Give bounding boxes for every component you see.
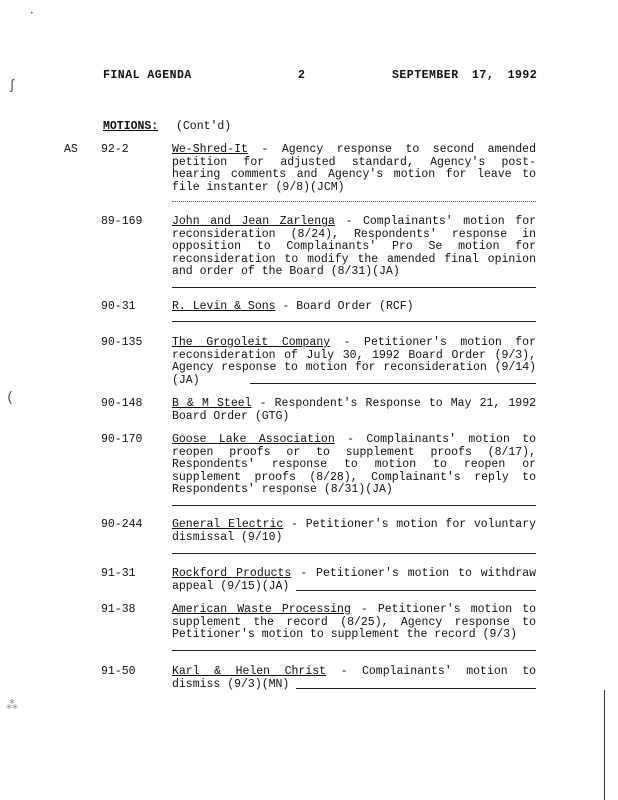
case-number: 90-170 bbox=[101, 433, 143, 446]
agenda-title: FINAL AGENDA bbox=[103, 69, 192, 82]
entry-description: - Agency response to second amended petition for adjusted standard, Agency's post-hearing comments and Agency's motion for leave to file instanter (9/8)(JCM) bbox=[172, 143, 536, 194]
case-number: 90-244 bbox=[101, 518, 143, 531]
entry-text bbox=[172, 519, 536, 544]
case-number: 91-38 bbox=[101, 603, 136, 616]
separator-rule bbox=[296, 688, 536, 689]
party-name: We-Shred-It bbox=[172, 143, 248, 156]
separator-rule bbox=[172, 321, 536, 322]
section-continued: (Cont'd) bbox=[176, 120, 232, 133]
binding-mark: ⁂ bbox=[6, 699, 18, 713]
binding-mark: • bbox=[30, 10, 34, 17]
party-name: John and Jean Zarlenga bbox=[172, 215, 335, 228]
entry-description: - Complainants' motion for reconsideration (8/24), Respondents' response in opposition to Complainants' Pro Se motion for reconsideration to modify the amended final opinion and order of the Board (8/31)(JA) bbox=[172, 215, 536, 278]
entry-description: - Petitioner's motion for reconsideration of July 30, 1992 Board Order (9/3), Agency response to motion for reconsideration (9/14)(JA) bbox=[172, 336, 536, 387]
entry-description: - Petitioner's motion for voluntary dismissal (9/10) bbox=[172, 518, 536, 544]
entry-text bbox=[172, 604, 536, 642]
separator-rule bbox=[172, 553, 536, 554]
separator-rule bbox=[172, 201, 536, 202]
separator-rule bbox=[296, 590, 536, 591]
party-name: Rockford Products bbox=[172, 567, 292, 580]
case-number: 91-31 bbox=[101, 567, 136, 580]
binding-mark: ʃ bbox=[8, 78, 17, 94]
page-edge-line bbox=[604, 690, 605, 800]
binding-mark: ( bbox=[6, 390, 15, 406]
section-label: MOTIONS: bbox=[103, 120, 159, 133]
agenda-date: SEPTEMBER 17, 1992 bbox=[392, 69, 538, 82]
party-name: American Waste Processing bbox=[172, 603, 351, 616]
agenda-code: AS bbox=[64, 143, 78, 156]
case-number: 92-2 bbox=[101, 143, 129, 156]
separator-rule bbox=[172, 505, 536, 506]
entry-description: - Board Order (RCF) bbox=[275, 300, 414, 313]
party-name: Karl & Helen Christ bbox=[172, 665, 327, 678]
entry-description: - Complainants' motion to reopen proofs or to supplement proofs (8/17), Respondents' response to motion to reopen or supplement proofs (8/28), Complainant's reply to Respondents' response (8/31)(JA) bbox=[172, 433, 537, 496]
separator-rule bbox=[250, 383, 536, 384]
case-number: 91-50 bbox=[101, 665, 136, 678]
case-number: 90-148 bbox=[101, 397, 143, 410]
entry-text bbox=[172, 398, 536, 423]
entry-description: - Petitioner's motion to withdraw appeal (9/15)(JA) bbox=[172, 567, 536, 593]
separator-rule bbox=[172, 287, 536, 288]
party-name: The Grogoleit Company bbox=[172, 336, 331, 349]
case-number: 89-169 bbox=[101, 215, 143, 228]
page-number: 2 bbox=[298, 69, 306, 82]
entry-description: - Petitioner's motion to supplement the record (8/25), Agency response to Petitioner's motion to supplement the record (9/3) bbox=[172, 603, 536, 641]
entry-text bbox=[172, 216, 536, 279]
entry-text bbox=[172, 301, 536, 314]
party-name: Goose Lake Association bbox=[172, 433, 335, 446]
entry-description: - Respondent's Response to May 21, 1992 Board Order (GTG) bbox=[172, 397, 536, 423]
party-name: General Electric bbox=[172, 518, 284, 531]
entry-text bbox=[172, 337, 536, 387]
party-name: B & M Steel bbox=[172, 397, 252, 410]
case-number: 90-135 bbox=[101, 336, 143, 349]
entry-text bbox=[172, 144, 536, 194]
entry-text bbox=[172, 434, 536, 497]
entry-description: - Complainants' motion to dismiss (9/3)(MN) bbox=[172, 665, 536, 691]
party-name: R. Levin & Sons bbox=[172, 300, 276, 313]
separator-rule bbox=[172, 650, 536, 651]
case-number: 90-31 bbox=[101, 300, 136, 313]
